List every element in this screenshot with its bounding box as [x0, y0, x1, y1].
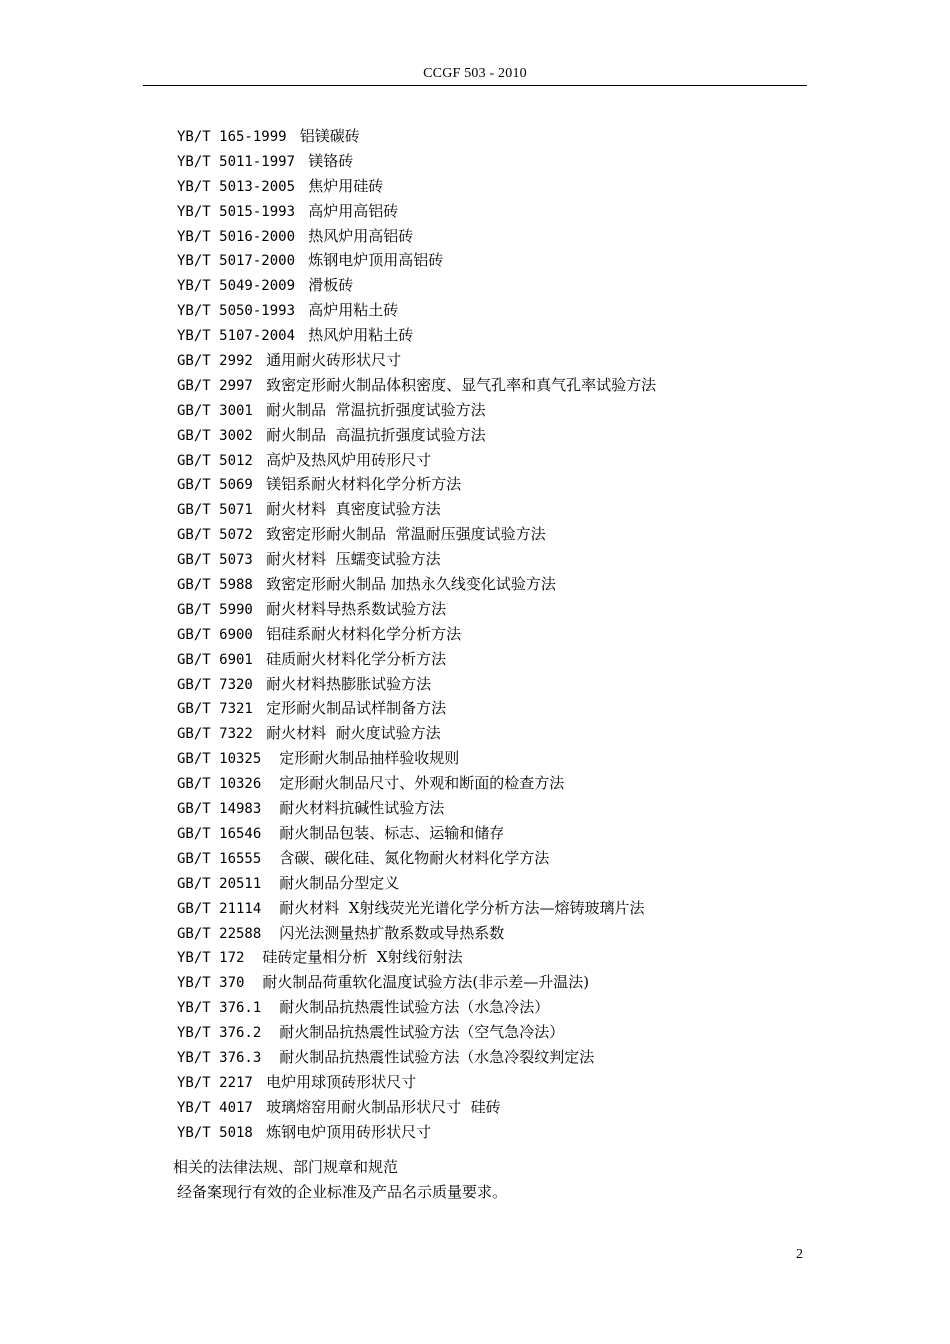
standard-code: GB/T 6901	[177, 651, 262, 668]
standard-title: 定形耐火制品试样制备方法	[261, 699, 447, 718]
standard-code: YB/T 5015-1993	[177, 203, 304, 220]
standard-code: GB/T 22588	[177, 925, 270, 942]
standard-code: YB/T 376.2	[177, 1025, 270, 1042]
standard-code: YB/T 370	[177, 975, 253, 992]
standard-code: YB/T 5016-2000	[177, 228, 304, 245]
standard-title: 耐火材料 压蠕变试验方法	[261, 550, 441, 569]
standard-code: GB/T 7321	[177, 701, 262, 718]
standard-item	[177, 248, 656, 273]
standard-code: YB/T 5013-2005	[177, 178, 304, 195]
standard-item	[177, 1095, 656, 1120]
standard-item	[177, 224, 656, 249]
standard-item	[177, 547, 656, 572]
standard-title: 耐火制品荷重软化温度试验方法(非示差—升温法)	[252, 973, 590, 992]
standard-item	[177, 597, 656, 622]
standard-code: YB/T 376.1	[177, 1000, 270, 1017]
standard-item	[177, 995, 656, 1020]
standard-title: 致密定形耐火制品体积密度、显气孔率和真气孔率试验方法	[261, 375, 657, 394]
standard-item	[177, 1120, 656, 1145]
standard-title: 铝镁碳砖	[295, 127, 360, 145]
standard-title: 镁铝系耐火材料化学分析方法	[261, 475, 462, 494]
standard-title: 高炉用高铝砖	[303, 201, 399, 220]
standard-title: 炼钢电炉顶用高铝砖	[303, 251, 444, 270]
standard-item	[177, 647, 656, 672]
page-number: 2	[796, 1247, 803, 1262]
standard-item	[177, 398, 656, 423]
standard-item	[177, 423, 656, 448]
standard-title: 滑板砖	[303, 276, 354, 295]
standard-code: YB/T 376.3	[177, 1049, 270, 1066]
standard-code: YB/T 5049-2009	[177, 278, 304, 295]
standard-item	[177, 771, 656, 796]
standard-code: GB/T 5073	[177, 552, 262, 569]
standard-title: 耐火材料导热系数试验方法	[261, 599, 447, 618]
standards-list	[177, 124, 656, 1145]
standard-code: GB/T 21114	[177, 900, 270, 917]
standard-title: 高炉及热风炉用砖形尺寸	[261, 450, 432, 469]
standard-title: 铝硅系耐火材料化学分析方法	[261, 624, 462, 643]
standard-title: 镁铬砖	[303, 151, 354, 170]
standard-item	[177, 522, 656, 547]
standard-code: YB/T 5018	[177, 1124, 262, 1141]
standard-title: 耐火制品 常温抗折强度试验方法	[261, 400, 486, 419]
standard-code: GB/T 2992	[177, 353, 262, 370]
standard-code: GB/T 5071	[177, 502, 262, 519]
standard-item	[177, 846, 656, 871]
standard-code: YB/T 5011-1997	[177, 153, 304, 170]
standard-item	[177, 970, 656, 995]
standard-code: YB/T 165-1999	[177, 129, 296, 145]
standard-item	[177, 124, 656, 149]
standard-item	[177, 273, 656, 298]
standard-code: GB/T 20511	[177, 875, 270, 892]
standard-title: 定形耐火制品尺寸、外观和断面的检查方法	[269, 774, 565, 793]
standard-code: GB/T 5069	[177, 477, 262, 494]
standard-code: GB/T 5990	[177, 601, 262, 618]
standard-item	[177, 199, 656, 224]
standard-item	[177, 373, 656, 398]
standard-title: 耐火材料 X射线荧光光谱化学分析方法—熔铸玻璃片法	[269, 898, 645, 917]
standard-code: GB/T 5012	[177, 452, 262, 469]
standard-title: 耐火材料热膨胀试验方法	[261, 674, 432, 693]
standard-item	[177, 622, 656, 647]
header-rule	[143, 85, 807, 86]
standard-code: GB/T 6900	[177, 626, 262, 643]
standard-code: YB/T 5050-1993	[177, 303, 304, 320]
standard-code: GB/T 16546	[177, 825, 270, 842]
related-regulations-heading: 相关的法律法规、部门规章和规范	[173, 1158, 399, 1176]
standard-title: 电炉用球顶砖形状尺寸	[261, 1072, 417, 1091]
standard-item	[177, 871, 656, 896]
standard-title: 耐火材料抗碱性试验方法	[269, 799, 445, 818]
related-regulations-text: 经备案现行有效的企业标准及产品名示质量要求。	[177, 1183, 508, 1201]
standard-code: GB/T 10325	[177, 751, 270, 768]
standard-title: 耐火制品抗热震性试验方法（空气急冷法）	[269, 1023, 565, 1042]
standard-item	[177, 1020, 656, 1045]
standard-item	[177, 323, 656, 348]
standard-title: 热风炉用高铝砖	[303, 226, 414, 245]
standard-title: 炼钢电炉顶用砖形状尺寸	[261, 1122, 432, 1141]
standard-title: 闪光法测量热扩散系数或导热系数	[269, 923, 505, 942]
standard-item	[177, 1070, 656, 1095]
standard-item	[177, 472, 656, 497]
standard-title: 玻璃熔窑用耐火制品形状尺寸 硅砖	[261, 1097, 501, 1116]
standard-item	[177, 796, 656, 821]
standard-code: GB/T 2997	[177, 377, 262, 394]
standard-code: GB/T 16555	[177, 850, 270, 867]
standard-title: 焦炉用硅砖	[303, 176, 384, 195]
standard-code: YB/T 5017-2000	[177, 253, 304, 270]
standard-title: 通用耐火砖形状尺寸	[261, 351, 402, 370]
standard-code: YB/T 172	[177, 950, 253, 967]
standard-code: GB/T 7322	[177, 726, 262, 743]
standard-code: GB/T 14983	[177, 801, 270, 818]
standard-item	[177, 448, 656, 473]
standard-item	[177, 696, 656, 721]
standard-title: 耐火制品包装、标志、运输和储存	[269, 823, 505, 842]
standard-code: GB/T 3002	[177, 427, 262, 444]
standard-code: GB/T 10326	[177, 776, 270, 793]
standard-code: YB/T 2217	[177, 1074, 262, 1091]
standard-item	[177, 896, 656, 921]
standard-code: GB/T 5072	[177, 527, 262, 544]
standard-item	[177, 945, 656, 970]
standard-title: 耐火制品抗热震性试验方法（水急冷法）	[269, 998, 550, 1017]
standard-title: 耐火材料 真密度试验方法	[261, 500, 441, 519]
standard-code: GB/T 5988	[177, 577, 262, 594]
standard-code: GB/T 3001	[177, 402, 262, 419]
standard-item	[177, 921, 656, 946]
standard-title: 含碳、碳化硅、氮化物耐火材料化学方法	[269, 848, 550, 867]
standard-title: 致密定形耐火制品 加热永久线变化试验方法	[261, 575, 556, 594]
standard-title: 硅砖定量相分析 X射线衍射法	[252, 948, 463, 967]
standard-item	[177, 721, 656, 746]
standard-code: YB/T 4017	[177, 1099, 262, 1116]
standard-title: 致密定形耐火制品 常温耐压强度试验方法	[261, 525, 546, 544]
standard-item	[177, 746, 656, 771]
standard-title: 耐火制品抗热震性试验方法（水急冷裂纹判定法	[269, 1047, 595, 1066]
standard-item	[177, 348, 656, 373]
standard-title: 定形耐火制品抽样验收规则	[269, 749, 460, 768]
standard-code: YB/T 5107-2004	[177, 328, 304, 345]
standard-item	[177, 174, 656, 199]
standard-item	[177, 149, 656, 174]
standard-item	[177, 497, 656, 522]
standard-title: 耐火制品分型定义	[269, 873, 400, 892]
standard-item	[177, 298, 656, 323]
standard-title: 耐火材料 耐火度试验方法	[261, 724, 441, 743]
standard-code: GB/T 7320	[177, 676, 262, 693]
standard-title: 耐火制品 高温抗折强度试验方法	[261, 425, 486, 444]
standard-item	[177, 672, 656, 697]
standard-item	[177, 572, 656, 597]
standard-title: 硅质耐火材料化学分析方法	[261, 649, 447, 668]
standard-item	[177, 821, 656, 846]
document-header-code: CCGF 503 - 2010	[423, 66, 527, 81]
standard-title: 热风炉用粘土砖	[303, 326, 414, 345]
standard-item	[177, 1045, 656, 1070]
standard-title: 高炉用粘土砖	[303, 301, 399, 320]
